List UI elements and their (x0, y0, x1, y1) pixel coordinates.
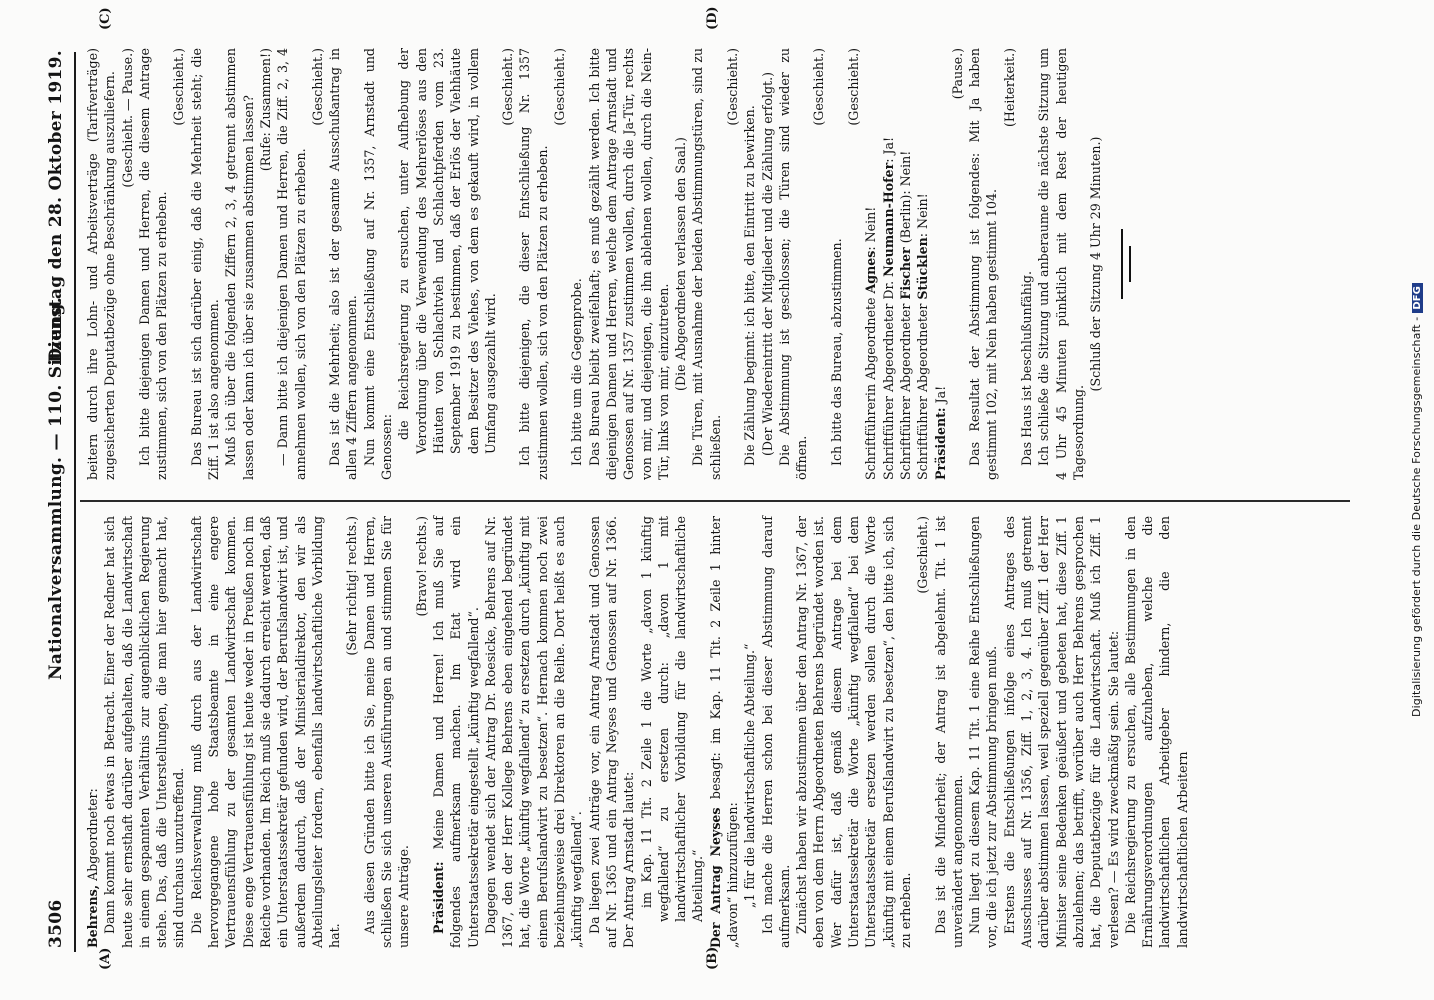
paragraph: Das Bureau bleibt zweifelhaft; es muß gezählt werden. Ich bitte diejenigen Damen und Herren, welche dem Antrage Arnstadt und Genossen auf Nr. 1357 zustimmen wollen, durch die Ja-Tür, rechts von mir, und diejenigen, die ihn ablehnen wollen, durch die Nein-Tür, links von mir, einzutreten. (586, 48, 671, 480)
paragraph: Dagegen wendet sich der Antrag Dr. Roesicke, Behrens auf Nr. 1367, den der Herr Kollege Behrens eben eingehend begründet hat, die Worte „künftig wegfallend“ zu ersetzen durch „künftig mit einem Berufslandwirt zu besetzen“. Hernach kommen noch zwei beziehungsweise drei Direktoren an die Reihe. Dort heißt es auch „künftig wegfallend“. (482, 516, 585, 948)
digitization-credit: Digitalisierung gefördert durch die Deutsche Forschungsgemeinschaft -DFG (1410, 0, 1430, 1000)
paragraph: Ich bitte diejenigen, die dieser Entschließung Nr. 1357 zustimmen wollen, sich von den Plätzen zu erheben. (517, 48, 550, 480)
paragraph: Die Reichsverwaltung muß durch aus der Landwirtschaft hervorgegangene hohe Staatsbeamte in eine engere Vertrauensfühlung zu der gesamten Landwirtschaft kommen. Diese enge Vertrauensfühlung ist heute weder in Preußen noch im Reiche vorhanden. Im Reich muß sie dadurch erreicht werden, daß ein Unterstaatssekretär gefunden wird, der Berufslandwirt ist, und außerdem dadurch, daß der Ministerialdirektor, den wir als Abteilungsleiter fordern, ebenfalls landwirtschaftliche Vorbildung hat. (188, 516, 343, 948)
paragraph: Aus diesen Gründen bitte ich Sie, meine Damen und Herren, schließen Sie sich unseren Ausführungen an und stimmen Sie für unsere Anträge. (361, 516, 412, 948)
interjection: (Geschieht.) (846, 48, 862, 126)
interjection: (Geschieht. — Pause.) (119, 48, 135, 188)
paragraph: Nun liegt zu diesem Kap. 11 Tit. 1 eine Reihe Entschließungen vor, die ich jetzt zur Abstimmung bringen muß. (967, 516, 1000, 948)
interjection: (Geschieht.) (309, 48, 325, 126)
margin-marker-d: (D) (705, 6, 720, 30)
interjection: (Heiterkeit.) (1001, 48, 1017, 127)
interjection: (Geschieht.) (915, 516, 931, 594)
session-date: Dienstag den 28. Oktober 1919. (46, 50, 66, 363)
paragraph: Ich schließe die Sitzung und anberaume die nächste Sitzung um 4 Uhr 45 Minuten pünktlich mit dem Rest der heutigen Tagesordnung. (1036, 48, 1086, 480)
interjection: (Geschieht.) (552, 48, 568, 126)
right-column (84, 48, 1131, 480)
end-rule-short (1129, 246, 1131, 282)
paragraph: Ich bitte das Bureau, abzustimmen. (828, 238, 844, 466)
interjection: (Pause.) (949, 48, 965, 100)
left-column (84, 516, 1191, 948)
margin-marker-b: (B) (705, 946, 720, 970)
paragraph: Das Resultat der Abstimmung ist folgendes: Mit Ja haben gestimmt 102, mit Nein haben gestimmt 104. (967, 48, 1000, 480)
interjection: (Rufe: Zusammen!) (257, 48, 273, 172)
paragraph: Das Haus ist beschlußunfähig. (1019, 271, 1035, 466)
stage-direction: (Die Abgeordneten verlassen den Saal.) (673, 137, 689, 391)
paragraph: beitern durch ihre Lohn- und Arbeitsverträge (Tarifverträge) zugesicherten Deputatbezüge ohne Beschränkung auszuliefern. (85, 48, 118, 480)
header-rule (74, 52, 76, 952)
paragraph: Das ist die Mehrheit; also ist der gesamte Ausschußantrag in allen 4 Ziffern angenommen. (327, 48, 360, 480)
paragraph: Schriftführer Abgeordneter Stücklen: Nein! (915, 193, 931, 480)
interjection: (Sehr richtig! rechts.) (344, 516, 360, 656)
paragraph: Ich bitte diejenigen Damen und Herren, die diesem Antrage zustimmen, sich von den Plätzen zu erheben. (136, 48, 170, 480)
paragraph: Die Türen, mit Ausnahme der beiden Abstimmungstüren, sind zu schließen. (690, 48, 723, 480)
interjection: (Geschieht.) (811, 48, 827, 126)
quoted-motion: „1 für die landwirtschaftliche Abteilung.“ (742, 643, 758, 908)
paragraph: Das ist die Minderheit; der Antrag ist abgelehnt. Tit. 1 ist unverändert angenommen. (932, 516, 965, 948)
paragraph: Die Reichsregierung zu ersuchen, alle Bestimmungen in den Ernährungsverordnungen aufzuheben, welche die landwirtschaftlichen Arbeitgeber hindern, die den landwirtschaftlichen Arbeitern (1122, 516, 1190, 948)
interjection: (Bravo! rechts.) (413, 516, 429, 617)
paragraph: Schriftführerin Abgeordnete Agnes: Nein! (863, 206, 879, 480)
paragraph: Dann kommt noch etwas in Betracht. Einer der Redner hat sich heute sehr ernsthaft darüber aufgehalten, daß die Landwirtschaft in einem gespannten Verhältnis zur augenblicklichen Regierung stehe. Das, daß die Unterstellungen, die man hier gemacht hat, sind durchaus unzutreffend. (102, 516, 187, 948)
paragraph: Zunächst haben wir abzustimmen über den Antrag Nr. 1367, der eben von dem Herrn Abgeordneten Behrens begründet worden ist. Wer dafür ist, daß gemäß diesem Antrage bei dem Unterstaatssekretär die Worte „künftig wegfallend“ bei dem Unterstaatssekretär ersetzen werden sollen durch die Worte „künftig mit einem Berufslandwirt zu besetzen“, den bitte ich, sich zu erheben. (794, 516, 913, 948)
paragraph: Erstens die Entschließungen infolge eines Antrages des Ausschusses auf Nr. 1356, Ziff. 1, 2, 3, 4. Ich muß getrennt darüber abstimmen lassen, weil speziell gegenüber Ziff. 1 der Herr Minister seine Bedenken geäußert und gebeten hat, diese Ziff. 1 abzulehnen; das betrifft, worüber auch Herr Behrens gesprochen hat, die Deputatbezüge für die Landwirtschaft. Muß ich Ziff. 1 verlesen? — Es wird zweckmäßig sein. Sie lautet: (1001, 516, 1121, 948)
paragraph: Ich bitte um die Gegenprobe. (569, 278, 585, 466)
margin-marker-c: (C) (98, 7, 113, 30)
page-number: 3506 (46, 899, 66, 948)
paragraph: Schriftführer Abgeordneter Dr. Neumann-Hofer: Ja! (880, 136, 896, 480)
paragraph: Das Bureau ist sich darüber einig, daß die Mehrheit steht; die Ziff. 1 ist also angenommen. (188, 48, 222, 480)
quoted-motion: im Kap. 11 Tit. 2 Zeile 1 die Worte „davon 1 künftig wegfallend“ zu ersetzen durch: „davon 1 mit landwirtschaftlicher Vorbildung für die landwirtschaftliche Abteilung.“ (638, 516, 706, 922)
paragraph: Schriftführer Abgeordneter Fischer (Berlin): Nein! (897, 150, 913, 480)
paragraph: Die Zählung beginnt: ich bitte, den Eintritt zu bewirken. (742, 105, 758, 466)
interjection: (Geschieht.) (171, 48, 187, 126)
dfg-logo-icon: DFG (1412, 283, 1423, 313)
column-divider (80, 501, 1350, 503)
paragraph: Präsident: Meine Damen und Herren! Ich muß Sie auf folgendes aufmerksam machen. Im Etat wird ein Unterstaatssekretär eingestellt „künftig wegfallend“. (430, 516, 481, 948)
paragraph: Da liegen zwei Anträge vor, ein Antrag Arnstadt und Genossen auf Nr. 1365 und ein Antrag Neyses und Genossen auf Nr. 1366. Der Antrag Arnstadt lautet: (586, 516, 637, 948)
paragraph: Präsident: Ja! (932, 385, 948, 480)
margin-marker-a: (A) (98, 947, 113, 970)
end-rule (1121, 229, 1123, 299)
stage-direction: (Schluß der Sitzung 4 Uhr 29 Minuten.) (1088, 136, 1104, 392)
paragraph: Die Abstimmung ist geschlossen; die Türen sind wieder zu öffnen. (776, 48, 810, 480)
page-header (42, 40, 70, 960)
paragraph: Ich mache die Herren schon bei dieser Abstimmung darauf aufmerksam. (759, 516, 792, 948)
interjection: (Geschieht.) (724, 48, 740, 126)
quoted-motion: die Reichsregierung zu ersuchen, unter Aufhebung der Verordnung über die Verwendung des Mehrerlöses aus den Häuten von Schlachtvieh und Schlachtpferden vom 23. September 1919 zu bestimmen, daß der Erlös der Viehhäute dem Besitzer des Viehes, von dem es gekauft wird, in vollem Umfang ausgezahlt wird. (396, 48, 498, 454)
paragraph: Behrens, Abgeordneter: (85, 788, 100, 948)
paragraph: Der Antrag Neyses besagt: im Kap. 11 Tit. 2 Zeile 1 hinter „davon“ hinzuzufügen: (707, 516, 740, 948)
interjection: (Geschieht.) (500, 48, 516, 126)
running-title: Nationalversammlung. — 110. Sitzung. (46, 297, 66, 680)
paragraph: Nun kommt eine Entschließung auf Nr. 1357, Arnstadt und Genossen: (361, 48, 395, 480)
paragraph: — Dann bitte ich diejenigen Damen und Herren, die Ziff. 2, 3, 4 annehmen wollen, sich von den Plätzen zu erheben. (275, 48, 308, 480)
paragraph: Muß ich über die folgenden Ziffern 2, 3, 4 getrennt abstimmen lassen oder kann ich über sie zusammen abstimmen lassen? (223, 48, 256, 480)
stage-direction: (Der Wiedereintritt der Mitglieder und die Zählung erfolgt.) (759, 72, 775, 456)
